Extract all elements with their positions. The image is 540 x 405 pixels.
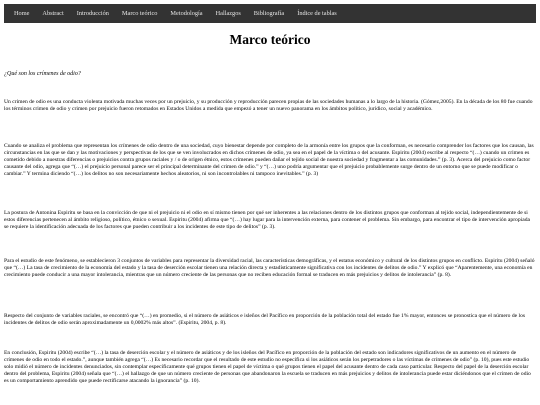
- paragraph-5: Respecto del conjunto de variables raciales, se encontró que “(…) en promedio, si el número de asiáticos e isleños del Pacífico en proporción de la población total del estado fue 1% mayor, entonces se pronostica que el número de los incidentes de delitos de odio serán aproximadamente un 0,0002% más altos”. (Espiritu, 2004, p. 8).: [4, 313, 526, 326]
- paragraph-1: Un crimen de odio es una conducta violenta motivada muchas veces por un prejuicio, y su producción y reproducción parecen propias de las sociedades humanas a lo largo de la historia. (Gómez,2005). En la década de los 80 fue cuando los términos crimen de odio y crimen por prejuicio fueron retomados en Estados Unidos a medida que empezó a tener un nuevo panorama en los ámbitos político, jurídico, social y académico.: [4, 99, 533, 112]
- paragraph-4: Para el estudio de este fenómeno, se establecieron 3 conjuntos de variables para representar la diversidad racial, las características demográficas, y el estatus económico y cultural de los distintos grupos en conflicto. Espiritu (2004) señaló que “(…) La tasa de crecimiento de la economía del estado y la tasa de deserción escolar tienen una relación directa y estadísticamente significativa con los incidentes de delitos de odio.” Y explicó que “Aparentemente, una economía en crecimiento puede conducir a una mayor intolerancia, mientras que un número creciente de las personas que no reciben educación formal se traducen en más prejuicios y delitos de intolerancia” (p. 8).: [4, 258, 535, 278]
- nav-hallazgos[interactable]: Hallazgos: [215, 10, 241, 17]
- paragraph-2: Cuando se analiza el problema que representan los crímenes de odio dentro de una sociedad, cuyo bienestar depende por completo de la armonía entre los grupos que la conforman, es necesario comprender los factores que los causan, las circunstancias en las que se dan y las motivaciones y perspectivas de los que se ven involucrados en dichos crímenes de odio, ya sea en el papel de la víctima o del acusante. Espiritu (2004) escribe al respecto “(…) cuando un crimen es cometido debido a nuestras diferencias o prejuicios contra grupos raciales y / o de origen étnico, estos crímenes pueden dañar el tejido social de nuestra sociedad y fragmentar a las comunidades.” (p. 3). Acerca del prejuicio como factor causante del odio, agrega que “(…) el prejuicio personal parece ser el principal determinante del crimen de odio.” y “(…) uno podría argumentar que el prejuicio probablemente surge dentro de un entorno que se puede modificar o cambiar.” Y termina diciendo “(…) los delitos no son necesariamente hechos aleatorios, ni son incontrolables ni tampoco inevitables.” (p. 3): [4, 143, 534, 177]
- nav-introduccion[interactable]: Introducción: [76, 10, 109, 17]
- top-navbar: [4, 4, 536, 23]
- nav-abstract[interactable]: Abstract: [42, 10, 64, 17]
- nav-metodologia[interactable]: Metodología: [170, 10, 203, 17]
- nav-home[interactable]: Home: [14, 10, 30, 17]
- page-title: Marco teórico: [229, 32, 311, 47]
- nav-bibliografia[interactable]: Bibliografía: [253, 10, 285, 17]
- nav-marco-teorico[interactable]: Marco teórico: [121, 10, 158, 17]
- section-question: ¿Qué son los crímenes de odio?: [4, 71, 81, 77]
- paragraph-6: En conclusión, Espiritu (2004) escribe “(…) la tasa de deserción escolar y el número de asiáticos y de los isleños del Pacífico en proporción de la población del estado son indicadores significativos de un aumento en el número de crímenes de odio en todo el estado.”, aunque también agrega “(…) Es necesario recordar que el resultado de este estudio no especifica si los asiáticos serán los perpetradores o las víctimas de crímenes de odio” (p. 10), pues este estudio solo midió el número de incidentes denunciados, sin contemplar específicamente qué grupos tienen el papel de víctima o qué grupos tienen el papel del acusante dentro de cada caso particular. Respecto del papel de la deserción escolar dentro del problema, Espiritu (2004) señala que “(…) el hallazgo de que un número creciente de personas que abandonaron la escuela se traducen en más prejuicios y delitos de intolerancia puede estar diciéndonos que el crimen de odio es un comportamiento aprendido que puede rectificarse atacando la ignorancia” (p. 10).: [4, 350, 531, 384]
- paragraph-3: La postura de Antonina Espiritu se basa en la convicción de que ni el prejuicio ni el odio en sí mismo tienen por qué ser inherentes a las relaciones dentro de los distintos grupos que conforman al tejido social, independientemente de si estos diferencias pertenecen al ámbito religioso, político, étnico o sexual. Espiritu (2004) afirma que “(…) hay lugar para la intervención externa, para contener el problema. Sin embargo, para encontrar el tipo de intervención apropiada se requiere la identificación adecuada de los factores que pueden contribuir a los incidentes de este tipo de delitos” (p. 3).: [4, 210, 530, 230]
- nav-indice-de-tablas[interactable]: Índice de tablas: [297, 10, 337, 17]
